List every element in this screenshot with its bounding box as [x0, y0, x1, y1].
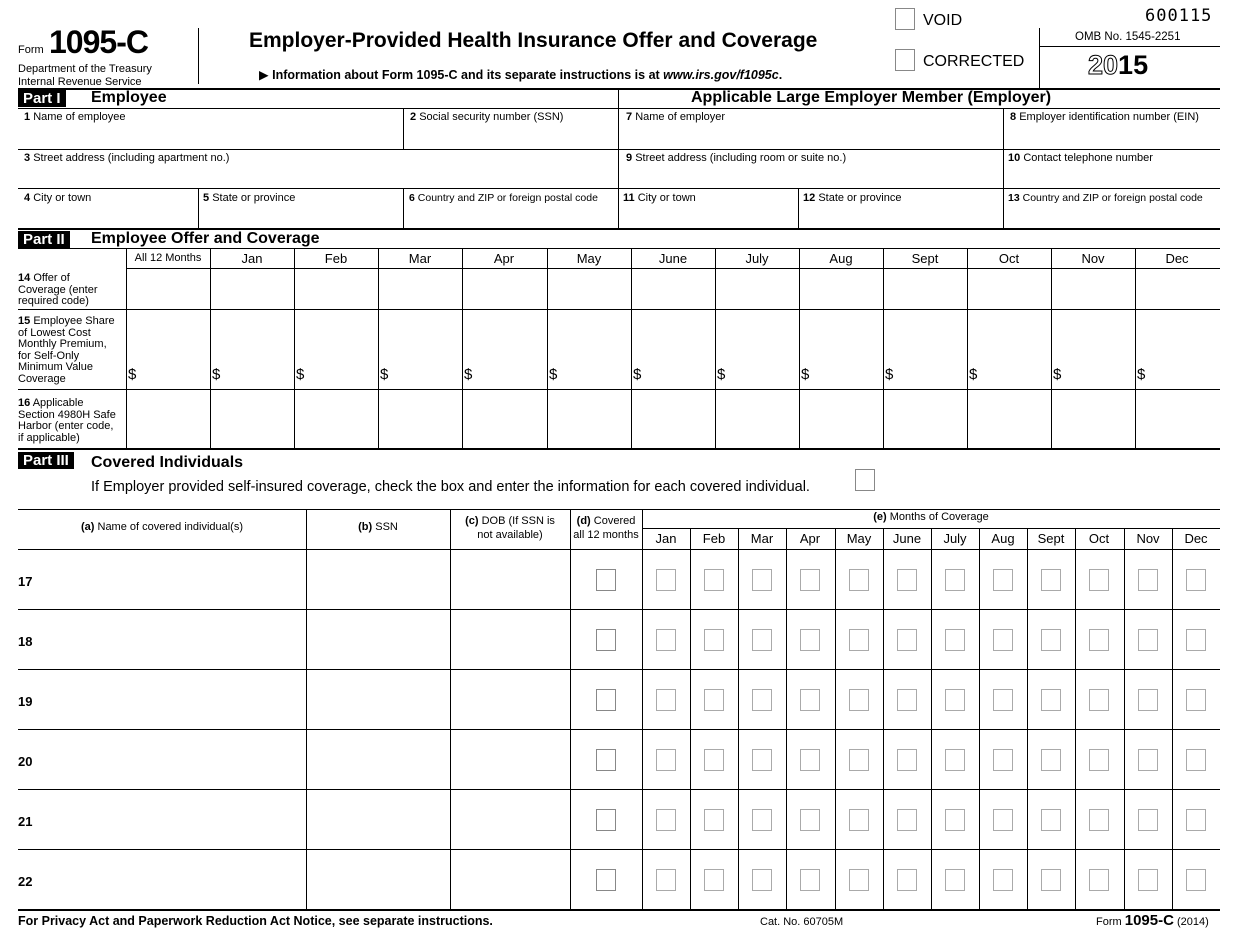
field-7-name-of-employer[interactable]: 7 Name of employer: [626, 111, 726, 123]
row20-oct-checkbox[interactable]: [1089, 749, 1109, 771]
row17-all-12-months-checkbox[interactable]: [596, 569, 616, 591]
row19-ssn-field[interactable]: [336, 671, 448, 727]
row22-june-checkbox[interactable]: [897, 869, 917, 891]
dollar-sign: $: [633, 366, 642, 383]
row15-cell-all-12-months[interactable]: [127, 310, 209, 388]
row14-cell-mar[interactable]: [379, 269, 461, 308]
covered-row-number: 19: [18, 694, 33, 709]
row18-aug-checkbox[interactable]: [993, 629, 1013, 651]
row17-aug-checkbox[interactable]: [993, 569, 1013, 591]
row19-oct-checkbox[interactable]: [1089, 689, 1109, 711]
row22-feb-checkbox[interactable]: [704, 869, 724, 891]
row17-jan-checkbox[interactable]: [656, 569, 676, 591]
row17-apr-checkbox[interactable]: [800, 569, 820, 591]
row19-feb-checkbox[interactable]: [704, 689, 724, 711]
row16-cell-apr[interactable]: [463, 390, 545, 447]
p2-col-header-nov: Nov: [1081, 251, 1105, 266]
cat-number: Cat. No. 60705M: [760, 916, 844, 928]
dollar-sign: $: [212, 366, 221, 383]
dollar-sign: $: [885, 366, 894, 383]
row15-cell-aug[interactable]: [800, 310, 882, 388]
row20-ssn-field[interactable]: [336, 731, 448, 787]
row22-nov-checkbox[interactable]: [1138, 869, 1158, 891]
row15-cell-sept[interactable]: [884, 310, 966, 388]
row14-cell-all-12-months[interactable]: [127, 269, 209, 308]
row18-nov-checkbox[interactable]: [1138, 629, 1158, 651]
row20-july-checkbox[interactable]: [945, 749, 965, 771]
self-insured-checkbox[interactable]: [855, 469, 875, 491]
row20-aug-checkbox[interactable]: [993, 749, 1013, 771]
row16-cell-july[interactable]: [716, 390, 798, 447]
p3-month-header-dec: Dec: [1184, 531, 1208, 546]
field-11-employer-city[interactable]: 11 City or town: [623, 192, 696, 204]
row21-sept-checkbox[interactable]: [1041, 809, 1061, 831]
form-number: 1095-C: [49, 24, 148, 60]
row16-cell-all-12-months[interactable]: [127, 390, 209, 447]
p3-month-header-june: June: [892, 531, 922, 546]
row21-dec-checkbox[interactable]: [1186, 809, 1206, 831]
row18-ssn-field[interactable]: [336, 611, 448, 667]
covered-row-number: 17: [18, 574, 33, 589]
dollar-sign: $: [464, 366, 473, 383]
row22-name-field[interactable]: [48, 851, 304, 907]
field-10-contact-phone[interactable]: 10 Contact telephone number: [1008, 152, 1153, 164]
row21-july-checkbox[interactable]: [945, 809, 965, 831]
dollar-sign: $: [549, 366, 558, 383]
row15-cell-mar[interactable]: [379, 310, 461, 388]
part1-title: Employee: [91, 89, 167, 106]
row15-cell-nov[interactable]: [1052, 310, 1134, 388]
row14-cell-july[interactable]: [716, 269, 798, 308]
col-a-header: (a) Name of covered individual(s): [80, 521, 244, 533]
p2-col-header-jan: Jan: [241, 251, 263, 266]
row17-dec-checkbox[interactable]: [1186, 569, 1206, 591]
row19-apr-checkbox[interactable]: [800, 689, 820, 711]
row16-label: 16 Applicable Section 4980H Safe Harbor (enter code, if applicable): [18, 397, 116, 444]
row22-dob-field[interactable]: [480, 851, 568, 907]
row21-aug-checkbox[interactable]: [993, 809, 1013, 831]
row18-dob-field[interactable]: [480, 611, 568, 667]
col-c-header: (c) DOB (If SSN is not available): [465, 515, 555, 541]
row21-apr-checkbox[interactable]: [800, 809, 820, 831]
form-label: Form: [18, 44, 44, 56]
field-2-ssn[interactable]: 2 Social security number (SSN): [410, 111, 564, 123]
row17-sept-checkbox[interactable]: [1041, 569, 1061, 591]
row16-cell-feb[interactable]: [295, 390, 377, 447]
row14-cell-sept[interactable]: [884, 269, 966, 308]
row20-feb-checkbox[interactable]: [704, 749, 724, 771]
dollar-sign: $: [969, 366, 978, 383]
row18-may-checkbox[interactable]: [849, 629, 869, 651]
row17-dob-field[interactable]: [480, 551, 568, 607]
void-checkbox[interactable]: [895, 8, 915, 30]
row21-nov-checkbox[interactable]: [1138, 809, 1158, 831]
row16-cell-june[interactable]: [632, 390, 714, 447]
p3-month-header-aug: Aug: [991, 531, 1015, 546]
irs-link[interactable]: www.irs.gov/f1095c: [663, 68, 779, 82]
form-code: 600115: [1145, 6, 1213, 26]
col-d-header: (d) Covered all 12 months: [573, 515, 639, 541]
part2-badge: Part II: [18, 231, 70, 248]
employer-title: Applicable Large Employer Member (Employer): [691, 89, 1052, 106]
row15-cell-feb[interactable]: [295, 310, 377, 388]
row16-cell-dec[interactable]: [1136, 390, 1218, 447]
row19-all-12-months-checkbox[interactable]: [596, 689, 616, 711]
row20-name-field[interactable]: [48, 731, 304, 787]
row22-dec-checkbox[interactable]: [1186, 869, 1206, 891]
covered-row-number: 20: [18, 754, 33, 769]
row17-name-field[interactable]: [48, 551, 304, 607]
row14-cell-feb[interactable]: [295, 269, 377, 308]
col-e-header: (e) Months of Coverage: [873, 511, 989, 523]
row19-name-field[interactable]: [48, 671, 304, 727]
row18-mar-checkbox[interactable]: [752, 629, 772, 651]
field-3-street-address[interactable]: 3 Street address (including apartment no.): [24, 152, 230, 164]
row15-cell-may[interactable]: [548, 310, 630, 388]
info-line: ▶ Information about Form 1095-C and its separate instructions is at www.irs.gov/f1095c.: [259, 68, 783, 82]
part2-title: Employee Offer and Coverage: [91, 230, 320, 247]
row15-cell-jan[interactable]: [211, 310, 293, 388]
p3-month-header-jan: Jan: [655, 531, 677, 546]
row15-cell-apr[interactable]: [463, 310, 545, 388]
dollar-sign: $: [128, 366, 137, 383]
row18-dec-checkbox[interactable]: [1186, 629, 1206, 651]
row19-sept-checkbox[interactable]: [1041, 689, 1061, 711]
corrected-label: CORRECTED: [923, 53, 1025, 70]
field-4-city[interactable]: 4 City or town: [24, 192, 92, 204]
row20-dec-checkbox[interactable]: [1186, 749, 1206, 771]
row20-jan-checkbox[interactable]: [656, 749, 676, 771]
row21-all-12-months-checkbox[interactable]: [596, 809, 616, 831]
dollar-sign: $: [717, 366, 726, 383]
p2-col-header-all-12-months: All 12 Months: [134, 252, 202, 264]
row20-mar-checkbox[interactable]: [752, 749, 772, 771]
irs-name: Internal Revenue Service: [18, 76, 142, 88]
row20-dob-field[interactable]: [480, 731, 568, 787]
p2-col-header-july: July: [745, 251, 769, 266]
p2-col-header-apr: Apr: [493, 251, 515, 266]
part1-badge: Part I: [18, 90, 66, 107]
row18-feb-checkbox[interactable]: [704, 629, 724, 651]
row17-oct-checkbox[interactable]: [1089, 569, 1109, 591]
field-9-employer-street-address[interactable]: 9 Street address (including room or suite no.): [626, 152, 847, 164]
row15-cell-july[interactable]: [716, 310, 798, 388]
corrected-checkbox[interactable]: [895, 49, 915, 71]
p3-month-header-nov: Nov: [1136, 531, 1160, 546]
row16-cell-jan[interactable]: [211, 390, 293, 447]
row21-oct-checkbox[interactable]: [1089, 809, 1109, 831]
row18-all-12-months-checkbox[interactable]: [596, 629, 616, 651]
row16-cell-mar[interactable]: [379, 390, 461, 447]
p3-month-header-may: May: [846, 531, 872, 546]
void-label: VOID: [923, 12, 963, 29]
row19-dec-checkbox[interactable]: [1186, 689, 1206, 711]
p2-col-header-sept: Sept: [911, 251, 939, 266]
row14-cell-nov[interactable]: [1052, 269, 1134, 308]
row18-name-field[interactable]: [48, 611, 304, 667]
row17-ssn-field[interactable]: [336, 551, 448, 607]
row18-july-checkbox[interactable]: [945, 629, 965, 651]
row21-name-field[interactable]: [48, 791, 304, 847]
field-1-name-of-employee[interactable]: 1 Name of employee: [24, 111, 126, 123]
row17-june-checkbox[interactable]: [897, 569, 917, 591]
row15-cell-oct[interactable]: [968, 310, 1050, 388]
row14-cell-aug[interactable]: [800, 269, 882, 308]
row17-feb-checkbox[interactable]: [704, 569, 724, 591]
row17-july-checkbox[interactable]: [945, 569, 965, 591]
row17-mar-checkbox[interactable]: [752, 569, 772, 591]
row21-dob-field[interactable]: [480, 791, 568, 847]
dollar-sign: $: [296, 366, 305, 383]
row21-feb-checkbox[interactable]: [704, 809, 724, 831]
row19-may-checkbox[interactable]: [849, 689, 869, 711]
row20-apr-checkbox[interactable]: [800, 749, 820, 771]
row14-cell-apr[interactable]: [463, 269, 545, 308]
p2-col-header-mar: Mar: [408, 251, 432, 266]
row18-apr-checkbox[interactable]: [800, 629, 820, 651]
row19-aug-checkbox[interactable]: [993, 689, 1013, 711]
row19-june-checkbox[interactable]: [897, 689, 917, 711]
row14-cell-oct[interactable]: [968, 269, 1050, 308]
arrow-icon: ▶: [259, 68, 269, 82]
row14-label: 14 Offer of Coverage (enter required code): [18, 272, 98, 307]
field-8-ein[interactable]: 8 Employer identification number (EIN): [1010, 111, 1199, 123]
p3-month-header-mar: Mar: [750, 531, 774, 546]
dept-treasury: Department of the Treasury: [18, 63, 152, 75]
field-13-employer-country-zip[interactable]: 13 Country and ZIP or foreign postal code: [1008, 192, 1203, 204]
row20-june-checkbox[interactable]: [897, 749, 917, 771]
p2-col-header-feb: Feb: [324, 251, 348, 266]
p3-month-header-sept: Sept: [1037, 531, 1065, 546]
p3-month-header-july: July: [943, 531, 967, 546]
field-12-employer-state[interactable]: 12 State or province: [803, 192, 902, 204]
row22-apr-checkbox[interactable]: [800, 869, 820, 891]
row21-jan-checkbox[interactable]: [656, 809, 676, 831]
row19-dob-field[interactable]: [480, 671, 568, 727]
row22-mar-checkbox[interactable]: [752, 869, 772, 891]
dollar-sign: $: [1053, 366, 1062, 383]
row20-all-12-months-checkbox[interactable]: [596, 749, 616, 771]
field-5-state[interactable]: 5 State or province: [203, 192, 296, 204]
row20-sept-checkbox[interactable]: [1041, 749, 1061, 771]
covered-row-number: 21: [18, 814, 33, 829]
row22-all-12-months-checkbox[interactable]: [596, 869, 616, 891]
row15-label: 15 Employee Share of Lowest Cost Monthly Premium, for Self-Only Minimum Value Coverage: [18, 315, 115, 385]
p2-col-header-june: June: [658, 251, 688, 266]
row22-ssn-field[interactable]: [336, 851, 448, 907]
privacy-notice: For Privacy Act and Paperwork Reduction Act Notice, see separate instructions.: [18, 914, 493, 928]
row18-sept-checkbox[interactable]: [1041, 629, 1061, 651]
self-insured-instruction: If Employer provided self-insured coverage, check the box and enter the information for each covered individual.: [91, 479, 810, 495]
covered-row-number: 18: [18, 634, 33, 649]
row16-cell-may[interactable]: [548, 390, 630, 447]
row19-jan-checkbox[interactable]: [656, 689, 676, 711]
p2-col-header-dec: Dec: [1165, 251, 1189, 266]
tax-year: 2015: [1088, 50, 1149, 80]
row16-cell-nov[interactable]: [1052, 390, 1134, 447]
p2-col-header-oct: Oct: [998, 251, 1020, 266]
row19-mar-checkbox[interactable]: [752, 689, 772, 711]
row22-jan-checkbox[interactable]: [656, 869, 676, 891]
row22-may-checkbox[interactable]: [849, 869, 869, 891]
dollar-sign: $: [1137, 366, 1146, 383]
part3-title: Covered Individuals: [91, 454, 244, 471]
row18-oct-checkbox[interactable]: [1089, 629, 1109, 651]
row14-cell-june[interactable]: [632, 269, 714, 308]
col-b-header: (b) SSN: [358, 521, 398, 533]
row16-cell-aug[interactable]: [800, 390, 882, 447]
dollar-sign: $: [801, 366, 810, 383]
row21-june-checkbox[interactable]: [897, 809, 917, 831]
row21-mar-checkbox[interactable]: [752, 809, 772, 831]
row17-may-checkbox[interactable]: [849, 569, 869, 591]
field-6-country-zip[interactable]: 6 Country and ZIP or foreign postal code: [409, 192, 598, 204]
row16-cell-oct[interactable]: [968, 390, 1050, 447]
dollar-sign: $: [380, 366, 389, 383]
form-title: Employer-Provided Health Insurance Offer and Coverage: [249, 29, 818, 52]
row14-cell-dec[interactable]: [1136, 269, 1218, 308]
row18-jan-checkbox[interactable]: [656, 629, 676, 651]
row22-aug-checkbox[interactable]: [993, 869, 1013, 891]
p3-month-header-oct: Oct: [1088, 531, 1110, 546]
row18-june-checkbox[interactable]: [897, 629, 917, 651]
row15-cell-june[interactable]: [632, 310, 714, 388]
row19-july-checkbox[interactable]: [945, 689, 965, 711]
row17-nov-checkbox[interactable]: [1138, 569, 1158, 591]
row15-cell-dec[interactable]: [1136, 310, 1218, 388]
row14-cell-may[interactable]: [548, 269, 630, 308]
footer-form-id: Form 1095-C (2014): [1096, 912, 1209, 929]
p2-col-header-aug: Aug: [829, 251, 853, 266]
row14-cell-jan[interactable]: [211, 269, 293, 308]
row16-cell-sept[interactable]: [884, 390, 966, 447]
covered-row-number: 22: [18, 874, 33, 889]
row20-nov-checkbox[interactable]: [1138, 749, 1158, 771]
p2-col-header-may: May: [576, 251, 602, 266]
row22-july-checkbox[interactable]: [945, 869, 965, 891]
row21-may-checkbox[interactable]: [849, 809, 869, 831]
p3-month-header-feb: Feb: [702, 531, 726, 546]
part3-badge: Part III: [18, 452, 74, 469]
row22-sept-checkbox[interactable]: [1041, 869, 1061, 891]
row21-ssn-field[interactable]: [336, 791, 448, 847]
p3-month-header-apr: Apr: [799, 531, 821, 546]
omb-number: OMB No. 1545-2251: [1075, 31, 1181, 43]
row19-nov-checkbox[interactable]: [1138, 689, 1158, 711]
row22-oct-checkbox[interactable]: [1089, 869, 1109, 891]
row20-may-checkbox[interactable]: [849, 749, 869, 771]
